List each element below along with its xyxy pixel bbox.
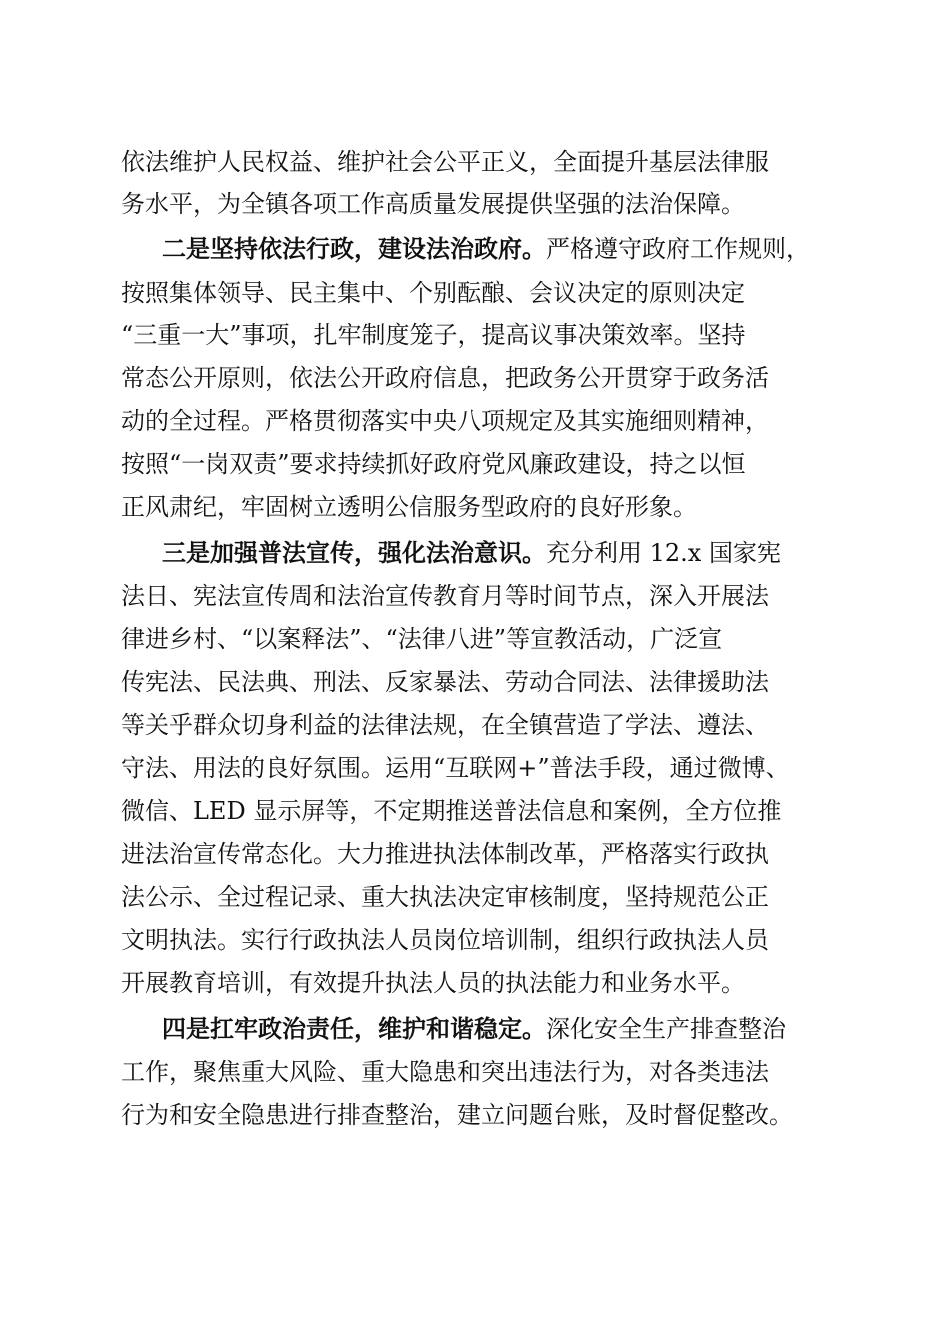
paragraph-3-heading: 三是加强普法宣传，强化法治意识。: [162, 538, 546, 567]
text-line: 等关乎群众切身利益的法律法规，在全镇营造了学法、遵法、: [121, 711, 769, 739]
text-line: 按照“一岗双责”要求持续抓好政府党风廉政建设，持之以恒: [121, 450, 746, 478]
paragraph-2-first-line: [0, 228, 950, 270]
text-line: “三重一大”事项，扎牢制度笼子，提高议事决策效率。坚持: [121, 321, 746, 349]
paragraph-4-heading: 四是扛牢政治责任，维护和谐稳定。: [162, 1014, 546, 1043]
paragraph-3-text: 充分利用 12.x 国家宪: [546, 539, 781, 567]
text-line: 正风肃纪，牢固树立透明公信服务型政府的良好形象。: [121, 493, 697, 521]
text-line: 守法、用法的良好氛围。运用“互联网+”普法手段，通过微博、: [121, 754, 790, 782]
text-line: 按照集体领导、民主集中、个别酝酿、会议决定的原则决定: [121, 279, 745, 307]
paragraph-4-text: 深化安全生产排查整治: [546, 1015, 786, 1043]
text-line: 进法治宣传常态化。大力推进执法体制改革，严格落实行政执: [121, 840, 769, 868]
text-line: 法公示、全过程记录、重大执法决定审核制度，坚持规范公正: [121, 883, 769, 911]
paragraph-3-first-line: [0, 532, 950, 574]
text-line: 工作，聚焦重大风险、重大隐患和突出违法行为，对各类违法: [121, 1058, 769, 1086]
paragraph-4-first-line: [0, 1008, 950, 1050]
text-line: 依法维护人民权益、维护社会公平正义，全面提升基层法律服: [121, 148, 769, 176]
text-line: 动的全过程。严格贯彻落实中央八项规定及其实施细则精神，: [121, 407, 769, 435]
text-line: 律进乡村、“以案释法”、“法律八进”等宣教活动，广泛宣: [121, 625, 723, 653]
text-line: 开展教育培训，有效提升执法人员的执法能力和业务水平。: [121, 969, 745, 997]
text-line: 务水平，为全镇各项工作高质量发展提供坚强的法治保障。: [121, 190, 745, 218]
text-line: 法日、宪法宣传周和法治宣传教育月等时间节点，深入开展法: [121, 582, 769, 610]
text-line: 常态公开原则，依法公开政府信息，把政务公开贯穿于政务活: [121, 364, 769, 392]
text-line: 微信、LED 显示屏等，不定期推送普法信息和案例，全方位推: [121, 797, 782, 825]
paragraph-2-text: 严格遵守政府工作规则，: [546, 235, 810, 263]
text-line: 行为和安全隐患进行排查整治，建立问题台账，及时督促整改。: [121, 1101, 793, 1129]
text-line: 传宪法、民法典、刑法、反家暴法、劳动合同法、法律援助法: [121, 668, 769, 696]
paragraph-2-heading: 二是坚持依法行政，建设法治政府。: [162, 234, 546, 263]
text-line: 文明执法。实行行政执法人员岗位培训制，组织行政执法人员: [121, 926, 769, 954]
